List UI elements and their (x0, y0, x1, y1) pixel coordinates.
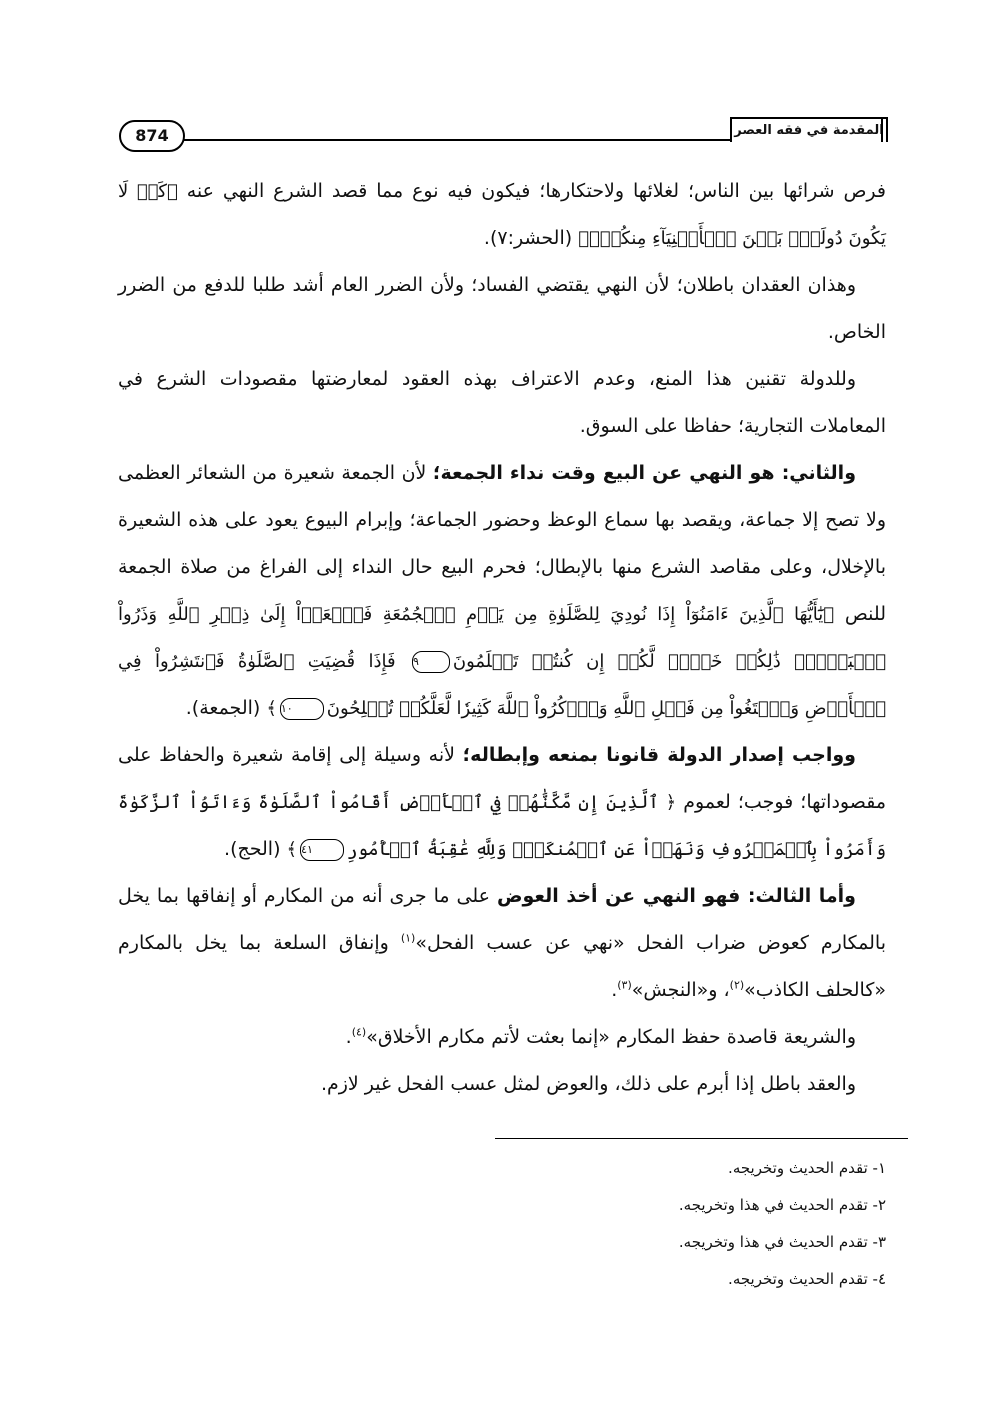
footnote-item: ١- تقدم الحديث وتخريجه. (728, 1159, 886, 1177)
footnote-ref[interactable]: (٣) (617, 978, 632, 992)
paragraph-text: فرص شرائها بين الناس؛ لغلائها ولاحتكارها؛ فيكون فيه نوع مما قصد الشرع النهي عنه (177, 180, 886, 202)
paragraph-text: وهذان العقدان باطلان؛ لأن النهي يقتضي الفساد؛ ولأن الضرر العام أشد طلبا للدفع من الضرر الخاص. (118, 274, 886, 343)
paragraph-text: والشريعة قاصدة حفظ المكارم «إنما بعثت لأتم مكارم الأخلاق» (366, 1026, 856, 1048)
verse-reference: (الحج). (224, 838, 287, 860)
quran-verse: ﴿يَٰٓأَيُّهَا ٱلَّذِينَ ءَامَنُوٓاْ إِذَا نُودِيَ لِلصَّلَوٰةِ مِن يَوۡمِ ٱلۡجُمُعَةِ فَٱسۡعَوۡاْ إِلَىٰ ذِكۡرِ ٱللَّهِ وَذَرُواْ ٱلۡبَيۡعَۚ ذَٰلِكُمۡ خَيۡرٞ لَّكُمۡ إِن كُنتُمۡ تَعۡلَمُونَ (118, 604, 886, 672)
paragraph (118, 1061, 886, 1108)
ayah-number-marker: ١٠ (280, 698, 324, 720)
paragraph (118, 262, 886, 356)
paragraph (118, 732, 886, 873)
footnote-item: ٤- تقدم الحديث وتخريجه. (728, 1270, 886, 1288)
running-header-title: المقدمة في فقه العصر (730, 117, 888, 142)
section-heading: وأما الثالث: فهو النهي عن أخذ العوض (496, 885, 856, 907)
paragraph (118, 168, 886, 262)
footnote-separator (495, 1138, 908, 1139)
paragraph-text: لأن الجمعة شعيرة من الشعائر العظمى ولا تصح إلا جماعة، ويقصد بها سماع الوعظ وحضور الجماعة؛ وإبرام البيوع يعود على هذه الشعيرة بالإخلال، وعلى مقاصد الشرع منها بالإبطال؛ فحرم البيع حال النداء إلى الفراغ من صلاة الجمعة للنص (118, 462, 886, 625)
paragraph-text: . (345, 1026, 352, 1048)
quran-verse: ﴿كَيۡ لَا يَكُونَ دُولَةَۢ بَيۡنَ ٱلۡأَغۡنِيَآءِ مِنكُمۡۚ﴾ (118, 181, 886, 249)
paragraph-text: على ما جرى أنه من المكارم أو إنفاقها بما يخل بالمكارم كعوض ضراب الفحل «نهي عن عسب الفحل» (118, 885, 886, 954)
paragraph-text: . (611, 979, 618, 1001)
ayah-number-marker: ٤١ (300, 839, 344, 861)
footnote-item: ٣- تقدم الحديث في هذا وتخريجه. (678, 1233, 886, 1251)
section-heading: والثاني: هو النهي عن البيع وقت نداء الجمعة؛ (432, 462, 857, 484)
paragraph (118, 1014, 886, 1061)
footnotes (386, 1150, 886, 1298)
section-heading: وواجب إصدار الدولة قانونا بمنعه وإبطاله؛ (462, 744, 856, 766)
ayah-number-marker: ٩ (412, 651, 450, 673)
paragraph-text: وللدولة تقنين هذا المنع، وعدم الاعتراف بهذه العقود لمعارضتها مقصودات الشرع في المعاملات التجارية؛ حفاظا على السوق. (118, 368, 886, 437)
paragraph-text: والعقد باطل إذا أبرم على ذلك، والعوض لمثل عسب الفحل غير لازم. (320, 1073, 856, 1095)
footnote-ref[interactable]: (٤) (351, 1025, 367, 1039)
quran-verse-close: ﴾ (286, 839, 298, 860)
quran-verse-close: ﴾ (266, 698, 277, 719)
quran-verse: فَإِذَا قُضِيَتِ ٱلصَّلَوٰةُ فَٱنتَشِرُواْ فِي ٱلۡأَرۡضِ وَٱبۡتَغُواْ مِن فَضۡلِ ٱللَّهِ وَٱذۡكُرُواْ ٱللَّهَ كَثِيرٗا لَّعَلَّكُمۡ تُفۡلِحُونَ (118, 651, 886, 719)
paragraph-text: لأنه وسيلة إلى إقامة شعيرة والحفاظ على مقصوداتها؛ فوجب؛ لعموم (118, 744, 887, 813)
paragraph (118, 356, 886, 450)
verse-reference: (الجمعة). (185, 697, 267, 719)
paragraph (118, 450, 886, 732)
footnote-item: ٢- تقدم الحديث في هذا وتخريجه. (678, 1196, 886, 1214)
footnote-ref[interactable]: (٢) (729, 978, 745, 992)
verse-reference: (الحشر:٧). (483, 227, 579, 249)
page-number: 874 (119, 120, 185, 152)
footnote-ref[interactable]: (١) (400, 931, 416, 945)
main-text (118, 168, 886, 1108)
quran-verse: ﴿ ٱلَّذِينَ إِن مَّكَّنَّٰهُمۡ فِي ٱلۡأَرۡضِ أَقَامُواْ ٱلصَّلَوٰةَ وَءَاتَوُاْ ٱلزَّكَوٰةَ وَأَمَرُواْ بِٱلۡمَعۡرُوفِ وَنَهَوۡاْ عَنِ ٱلۡمُنكَرِۗ وَلِلَّهِ عَٰقِبَةُ ٱلۡأُمُورِ (118, 792, 886, 860)
paragraph-text: ، و«النجش» (631, 979, 730, 1001)
paragraph (118, 873, 886, 1014)
paragraph-text: وإنفاق السلعة بما يخل بالمكارم «كالحلف الكاذب» (118, 932, 886, 1001)
